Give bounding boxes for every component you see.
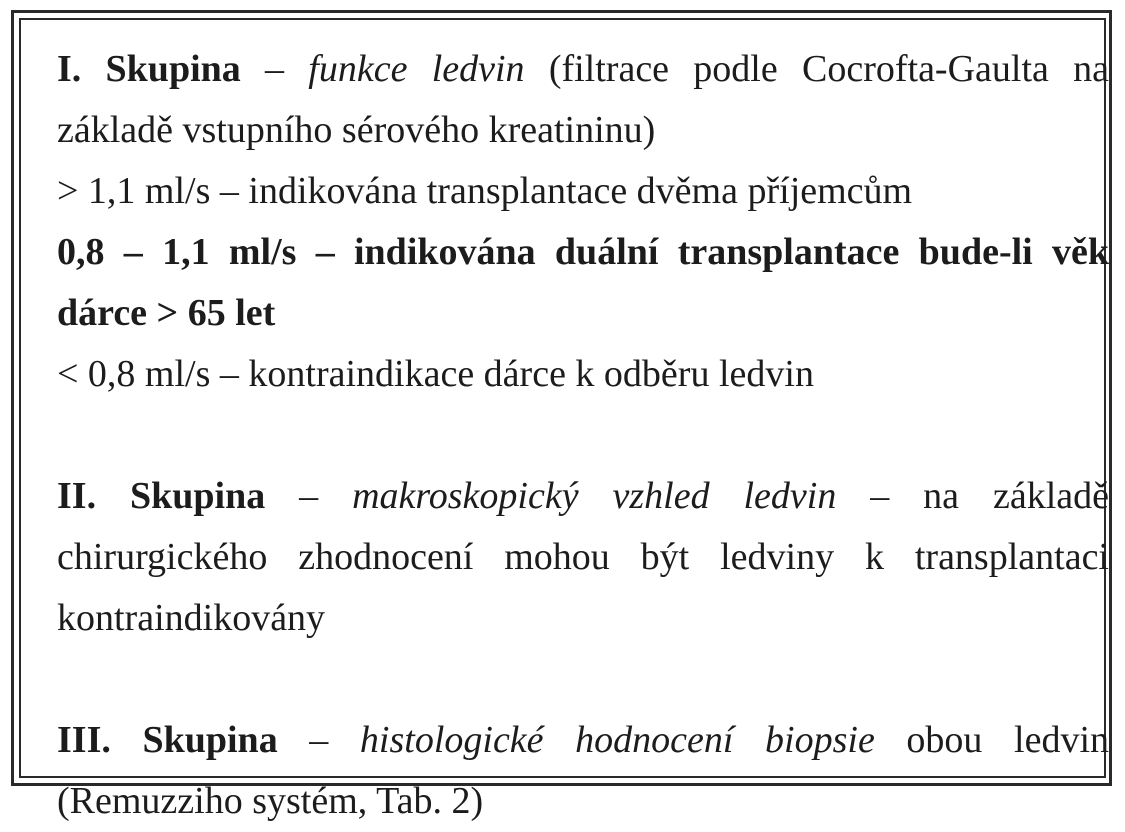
spacer [57, 405, 1109, 466]
group-1-rule-mid-text: 0,8 – 1,1 ml/s – indikována duální transplantace bude-li věk dárce > 65 let [57, 231, 1109, 334]
group-1-heading: I. Skupina [57, 48, 241, 90]
group-2-heading: II. Skupina [57, 475, 266, 517]
group-1-rule-low: < 0,8 ml/s – kontraindikace dárce k odběru ledvin [57, 353, 814, 395]
criteria-box [57, 39, 1109, 832]
inner-border [19, 18, 1110, 822]
group-2-topic: makroskopický vzhled ledvin [352, 475, 837, 517]
group-1-intro [57, 39, 1109, 161]
group-3-topic: histologické hodnocení biopsie [359, 719, 875, 761]
group-1-rule-mid [57, 222, 1109, 344]
group-3-heading: III. Skupina [57, 719, 278, 761]
group-3-dash: – [277, 719, 360, 761]
group-2-dash: – [265, 475, 353, 517]
group-1-rule-high: > 1,1 ml/s – indikována transplantace dvěma příjemcům [57, 170, 913, 212]
spacer [57, 649, 1109, 710]
group-2-intro [57, 466, 1109, 649]
group-3-intro [57, 710, 1109, 832]
group-1-topic: funkce ledvin [308, 48, 525, 90]
group-1-description: (filtrace podle Cocrofta-Gaulta na základě vstupního sérového kreatininu) [57, 48, 1109, 151]
group-2-description: – na základě chirurgického zhodnocení mohou být ledviny k transplantaci kontraindikovány [57, 475, 1109, 639]
group-1-dash: – [240, 48, 309, 90]
group-3-description: obou ledvin (Remuzziho systém, Tab. 2) [57, 719, 1110, 822]
